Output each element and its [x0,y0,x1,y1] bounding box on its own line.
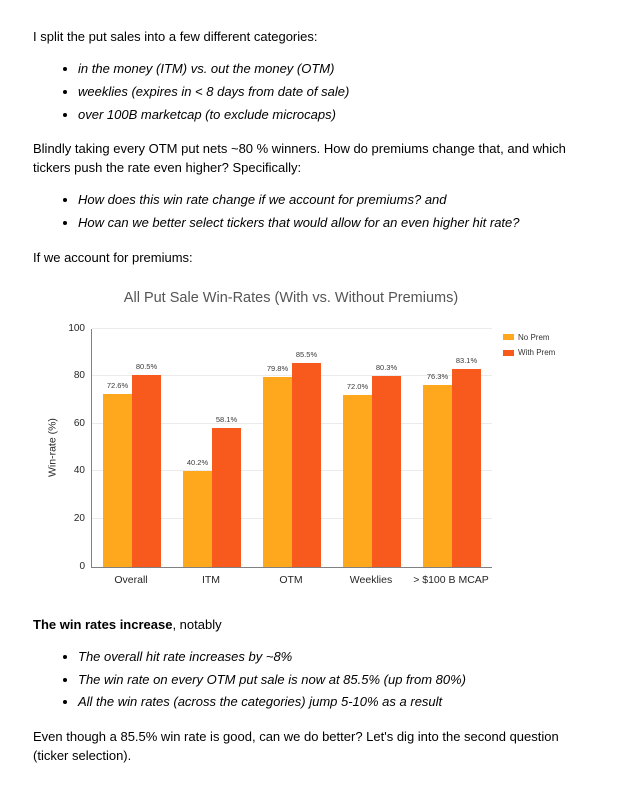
bar-wrap [132,329,161,567]
bar-value-label: 83.1% [455,355,478,365]
bar-value-label: 72.0% [346,382,369,392]
x-axis-label: OTM [279,573,303,586]
x-axis-label: ITM [201,573,221,586]
y-tick-label: 20 [73,513,85,525]
legend-swatch [503,350,514,356]
y-tick-label: 40 [73,465,85,477]
bar-value-label: 58.1% [215,415,238,425]
bar-wrap [263,329,292,567]
x-axis-label: > $100 B MCAP [413,573,489,586]
y-tick-label: 80 [73,370,85,382]
bar-wrap [372,329,401,567]
chart-title: All Put Sale Win-Rates (With vs. Without Premiums) [123,289,459,306]
y-axis-title: Win-rate (%) [46,418,59,478]
bar-value-label: 40.2% [186,458,209,468]
list-item: • in the money (ITM) vs. out the money (OTM) [78,60,590,79]
bar-group [92,329,172,567]
bar-no-prem [103,394,132,567]
x-axis-label: Overall [114,573,148,586]
y-tick-label: 100 [68,322,85,334]
legend-item [503,332,555,344]
list-item: • How can we better select tickers that would allow for an even higher hit rate? [78,214,590,233]
list-item: • All the win rates (across the categories) jump 5-10% as a result [78,693,590,712]
bar-group [172,329,252,567]
bar-no-prem [183,471,212,567]
bar-with-prem [372,376,401,567]
question-paragraph: Blindly taking every OTM put nets ~80 % winners. How do premiums change that, and which tickers push the rate even higher? Specifically: [33,141,566,176]
bar-value-label: 80.5% [135,362,158,372]
bar-value-label: 80.3% [375,362,398,372]
bar-group [252,329,332,567]
bar-value-label: 85.5% [295,350,318,360]
results-bold-text: The win rates increase [33,616,173,632]
bar-wrap [212,329,241,567]
bar-no-prem [343,395,372,566]
bar-wrap [103,329,132,567]
bar-group [332,329,412,567]
bar-wrap [452,329,481,567]
bar-with-prem [132,375,161,567]
chart-row [45,322,491,588]
bar-groups [92,329,492,567]
question-list [33,191,590,233]
list-item: • The overall hit rate increases by ~8% [78,648,590,667]
bar-with-prem [292,363,321,566]
bar-with-prem [212,428,241,566]
x-axis [91,573,491,588]
chart-legend [503,332,555,588]
y-tick-label: 60 [73,417,85,429]
list-item: • The win rate on every OTM put sale is now at 85.5% (up from 80%) [78,671,590,690]
results-paragraph [33,616,590,635]
category-list [33,60,590,125]
x-axis-label: Weeklies [349,573,393,586]
bar-with-prem [452,369,481,567]
chart-plot-region [45,288,491,588]
results-list [33,648,590,713]
y-tick-label: 0 [79,560,85,572]
bar-wrap [183,329,212,567]
closing-paragraph: Even though a 85.5% win rate is good, can we do better? Let's dig into the second question (ticker selection). [33,729,559,764]
win-rate-chart [45,288,590,588]
bar-no-prem [423,385,452,567]
plot-area [91,329,492,568]
legend-label: No Prem [518,332,550,342]
bar-wrap [423,329,452,567]
bar-wrap [292,329,321,567]
bar-value-label: 76.3% [426,372,449,382]
bar-value-label: 79.8% [266,363,289,373]
bar-no-prem [263,377,292,567]
bar-group [412,329,492,567]
bar-value-label: 72.6% [106,380,129,390]
legend-label: With Prem [518,348,556,358]
intro-paragraph: I split the put sales into a few different categories: [33,29,318,44]
y-axis [61,322,91,572]
results-rest-text: , notably [172,616,222,632]
bar-wrap [343,329,372,567]
list-item: • weeklies (expires in < 8 days from date of sale) [78,83,590,102]
list-item: • over 100B marketcap (to exclude microcaps) [78,106,590,125]
legend-swatch [503,334,514,340]
plot-column [91,329,491,588]
list-item: • How does this win rate change if we account for premiums? and [78,191,590,210]
legend-item [503,347,555,359]
premiums-lead-paragraph: If we account for premiums: [33,249,193,265]
